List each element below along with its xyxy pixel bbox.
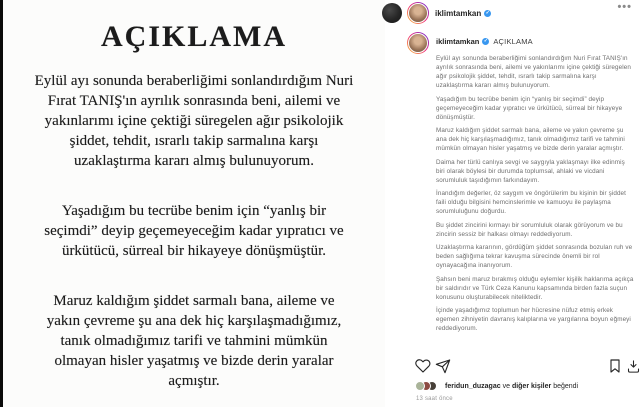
caption-paragraph: Bu şiddet zincirini kırmayı bir sorumluluk olarak görüyorum ve bu zincirin sessiz bir halkası olmayı reddediyorum. (436, 221, 623, 238)
caption-paragraph: İçinde yaşadığımız toplumun her hücresine nüfuz etmiş erkek egemen zihniyetin davranış kalıplarına ve yargılarına boyun eğmeyi reddediyorum. (436, 307, 631, 332)
caption-paragraph: Daima her türlü canlıya sevgi ve saygıyla yaklaşmayı ilke edinmiş biri olarak böylesi bir durumda toplumsal, ahlaki ve vicdani sorumluluk taşıdığımın farkındayım. (436, 158, 625, 184)
username-text: iklimtamkan (435, 9, 482, 18)
more-options-button[interactable]: ••• (617, 1, 632, 13)
bookmark-save-icon[interactable] (607, 358, 623, 374)
dark-avatar-circle (382, 3, 402, 23)
announcement-paragraph: Yaşadığım bu tecrübe benim için “yanlış bir seçimdi” deyip geçemeyeceğim kadar yıpratıcı ve ürkütücü, sürreal bir hikayeye dönüşmüştür. (44, 203, 344, 259)
username-link[interactable] (435, 9, 491, 18)
post-timestamp: 13 saat önce (416, 396, 453, 402)
caption-paragraph: Maruz kaldığım şiddet sarmalı bana, aileme ve yakın çevreme şu ana dek hiç karşılaşmadığımız, tanık olmadığımız tarifi ve tahmini mümkün olmayan hisler yaşatmış ve bizde derin yaralar açmıştır. (436, 127, 625, 152)
announcement-image (3, 0, 386, 407)
caption-avatar[interactable] (407, 32, 429, 54)
other-likers-link[interactable]: diğer kişiler (511, 382, 552, 390)
avatar-image (408, 3, 428, 23)
liker-username-link[interactable]: feridun_duzagac (445, 382, 501, 390)
profile-avatar[interactable] (407, 2, 429, 24)
share-plane-icon[interactable] (435, 358, 451, 374)
caption-username-link[interactable]: iklimtamkan (436, 37, 480, 46)
announcement-title: AÇIKLAMA (101, 20, 287, 53)
avatar-image (408, 33, 428, 53)
verified-badge-icon: ✓ (483, 38, 488, 45)
caption-paragraph: Şahsın beni maruz bırakmış olduğu eylemler kişilik haklarıma açıkça bir saldırıdır ve Türk Ceza Kanunu kapsamında birden fazla suçun konusunu oluşturabilecek niteliktedir. (436, 275, 634, 301)
caption-body (436, 54, 634, 338)
action-bar (385, 358, 640, 376)
likes-connector: ve (502, 382, 510, 390)
liker-avatars (415, 381, 441, 392)
caption-paragraph: Eylül ayı sonunda beraberliğimi sonlandırdığım Nuri Fırat TANIŞ'ın ayrılık sonrasında beni, ailemi ve yakınlarımı içine çektiği süregelen ağır psikolojik şiddet, tehdit, ısrarlı takip sarmalına karşı uzaklaştırma kararı almış bulunuyorum. (436, 55, 631, 89)
caption-lead-text: AÇIKLAMA (493, 37, 533, 46)
liker-avatar (415, 381, 425, 391)
likes-text (445, 383, 578, 390)
caption-paragraph: Yaşadığım bu tecrübe benim için “yanlış bir seçimdi” deyip geçemeyeceğim kadar yıpratıcı ve ürkütücü, sürreal bir hikayeye dönüşmüştür. (436, 95, 623, 121)
likes-row[interactable] (415, 380, 578, 392)
like-heart-icon[interactable] (415, 358, 431, 374)
caption-paragraph: İnandığım değerler, öz saygım ve öngörülerim bu kişinin bir şiddet faili olduğu bilgisini hemcinslerimle ve kamuoyu ile paylaşma sorumluluğunu doğurdu. (436, 190, 627, 215)
share-download-icon[interactable] (626, 359, 640, 374)
caption-header (436, 37, 533, 46)
caption-paragraph: Uzaklaştırma kararının, gördüğüm şiddet sonrasında bozulan ruh ve beden sağlığıma tekrar kavuşma sürecinde önemli bir rol oynayacağına inanıyorum. (436, 244, 633, 269)
likes-verb: beğendi (553, 382, 579, 390)
verified-badge-icon: ✓ (485, 9, 490, 16)
announcement-paragraph: Eylül ayı sonunda beraberliğimi sonlandırdığım Nuri Fırat TANIŞ'ın ayrılık sonrasında beni, ailemi ve yakınlarımı içine çektiği süregelen ağır psikolojik şiddet, tehdit, ısrarlı takip sarmalına karşı uzaklaştırma kararı almış bulunuyorum. (34, 73, 354, 169)
announcement-paragraph: Maruz kaldığım şiddet sarmalı bana, aileme ve yakın çevreme şu ana dek hiç karşılaşmadığımız, tanık olmadığımız tarifi ve tahmini mümkün olmayan hisler yaşatmış ve bizde derin yaralar açmıştır. (46, 293, 342, 389)
instagram-post-panel (385, 0, 640, 407)
